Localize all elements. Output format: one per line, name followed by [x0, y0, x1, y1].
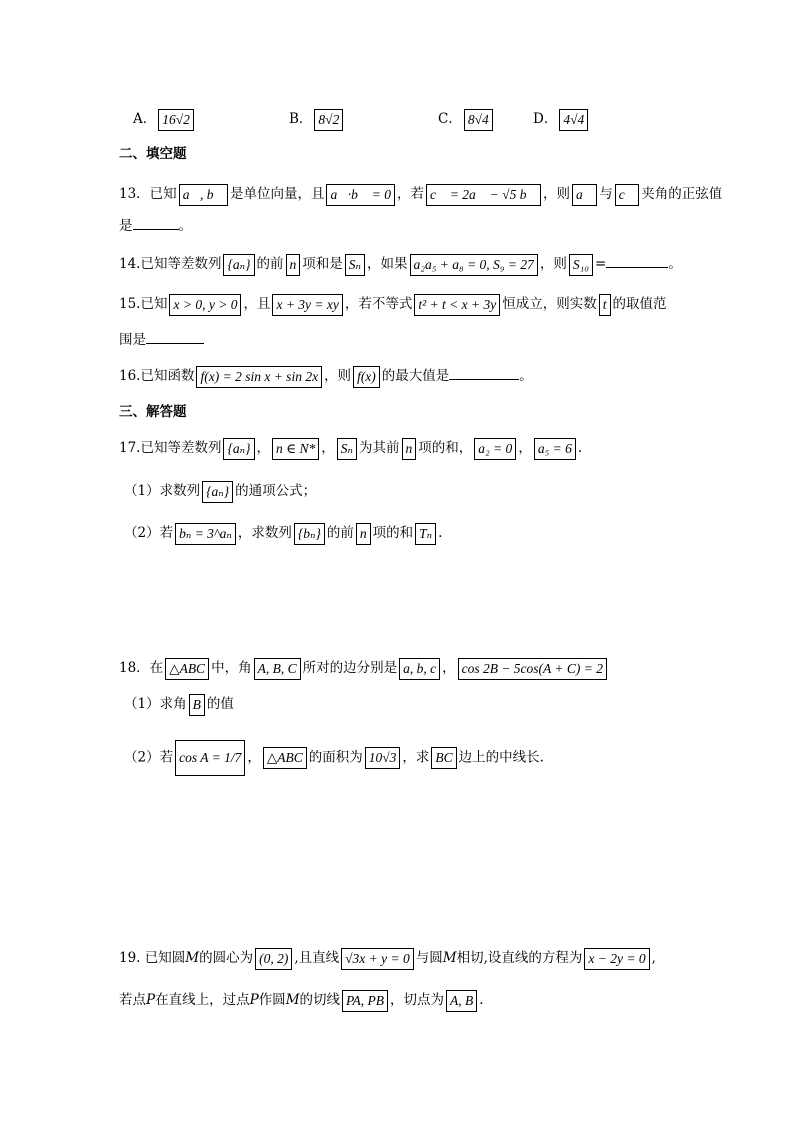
q17-text-2: 为其前 [359, 440, 400, 456]
choice-b-value: 8√2 [314, 109, 343, 131]
q15-formula-1: x > 0, y > 0 [169, 294, 241, 316]
q19-line2-text-4: 的切线 [299, 992, 341, 1008]
question-18 [119, 657, 609, 680]
q14-formula-1: {aₙ} [223, 254, 254, 276]
choice-c-value: 8√4 [464, 109, 493, 131]
q19-formula-5: A, B [446, 990, 477, 1012]
q19-var-p-2: P [249, 992, 259, 1008]
q14-text-2: 的前 [256, 256, 284, 272]
q15-formula-4: t [599, 294, 611, 316]
question-16 [119, 365, 533, 388]
q14-text-3: 项和是 [302, 256, 343, 272]
choice-c [438, 108, 495, 131]
q17-sub1-text-1: （1）求数列 [124, 483, 201, 499]
q18-formula-4: cos 2B − 5cos(A + C) = 2 [458, 658, 607, 680]
q18-sub1-text-2: 的值 [206, 696, 234, 712]
q17-end: . [577, 440, 583, 456]
question-19-line-2 [119, 989, 484, 1012]
q19-line2-text-1: 若点 [119, 992, 146, 1008]
q18-sub2-sep: ， [247, 749, 261, 766]
q16-text-2: ，则 [324, 368, 352, 384]
choice-a-label: A． [133, 111, 157, 127]
q18-sub2-text-1: （2）若 [124, 749, 174, 766]
section-fill-in-heading: 二、填空题 [119, 146, 187, 162]
q15-text-2: ，且 [243, 296, 271, 312]
q17-sub2-text-4: 项的和 [372, 525, 414, 541]
q16-formula-2: f(x) [353, 366, 380, 388]
q19-var-m-3: M [285, 992, 300, 1008]
q13-formula-1: a⃗, b⃗ [179, 184, 228, 206]
q17-formula-1: {aₙ} [223, 438, 254, 460]
q19-end-1: , [651, 950, 656, 966]
q19-text-2: 的圆心为 [199, 950, 254, 966]
q17-sub2-text-1: （2）若 [124, 525, 174, 541]
q19-line2-text-5: ，切点为 [390, 992, 445, 1008]
choice-a-value: 16√2 [158, 109, 194, 131]
choice-d-value: 4√4 [559, 109, 588, 131]
q17-formula-5: a₂ = 0 [474, 438, 516, 460]
q14-formula-4: a₂a₅ + a₈ = 0, S₉ = 27 [410, 254, 538, 276]
q19-text-1: 19. 已知圆 [119, 950, 186, 966]
question-18-part-1 [124, 693, 234, 716]
question-13-line-2 [119, 215, 192, 237]
choice-d-label: D． [533, 111, 558, 127]
q17-text-1: 17.已知等差数列 [119, 440, 222, 456]
q18-formula-3: a, b, c [399, 658, 440, 680]
q17-sub2-text-3: 的前 [326, 525, 354, 541]
q18-sub2-formula-2: △ABC [263, 747, 307, 769]
q17-formula-4: n [402, 438, 417, 460]
q17-sub2-formula-2: {bₙ} [294, 523, 325, 545]
q19-formula-3: x − 2y = 0 [584, 948, 649, 970]
q19-line2-text-3: 作圆 [258, 992, 286, 1008]
q14-text-4: ，如果 [367, 256, 408, 272]
q13-formula-3: c⃗ = 2a⃗ − √5 b⃗ [426, 184, 541, 206]
q17-sub1-text-2: 的通项公式； [235, 483, 317, 499]
q14-formula-5: S₁₀ [569, 254, 593, 276]
q19-var-p-1: P [146, 992, 156, 1008]
question-13 [119, 183, 722, 206]
q19-line2-text-2: 在直线上，过点 [155, 992, 250, 1008]
q17-formula-2: n ∈ N* [272, 438, 319, 460]
q13-line2-text: 是 [119, 218, 133, 234]
q18-sub1-formula-1: B [189, 694, 205, 716]
question-17 [119, 437, 582, 460]
section-solve-heading: 三、解答题 [119, 404, 187, 420]
q17-sep-3: ， [518, 440, 532, 456]
q18-text-2: 中，角 [211, 660, 252, 676]
q14-text-1: 14.已知等差数列 [119, 256, 222, 272]
q14-text-6: = [595, 256, 607, 272]
q18-sub1-text-1: （1）求角 [124, 696, 187, 712]
q16-formula-1: f(x) = 2 sin x + sin 2x [196, 366, 322, 388]
q17-sub1-formula-1: {aₙ} [202, 481, 233, 503]
answer-blank [146, 329, 204, 344]
question-15-line-2 [119, 329, 204, 351]
q13-formula-4: a⃗ [572, 184, 597, 206]
q19-formula-2: √3x + y = 0 [341, 948, 414, 970]
q15-text-4: 恒成立，则实数 [502, 296, 597, 312]
q19-var-m-2: M [442, 950, 457, 966]
q18-text-1: 18．在 [119, 660, 164, 676]
q17-sep-1: ， [256, 440, 271, 456]
q13-text-5: 与 [599, 186, 613, 202]
q18-sub2-text-3: ，求 [402, 749, 430, 766]
q13-formula-2: a⃗·b⃗ = 0 [326, 184, 395, 206]
choice-b [289, 108, 345, 131]
question-17-part-1 [124, 480, 316, 503]
q14-formula-3: Sₙ [345, 254, 365, 276]
q18-sub2-formula-1: cos A = 1/7 [175, 740, 245, 776]
q18-sub2-formula-3: 10√3 [365, 747, 401, 769]
q13-text-1: 13．已知 [119, 186, 177, 202]
q16-text-1: 16.已知函数 [119, 368, 195, 384]
q19-formula-4: PA, PB [342, 990, 388, 1012]
q13-end: 。 [178, 218, 192, 234]
q15-text-5: 的取值范 [612, 296, 667, 312]
q13-text-3: ，若 [396, 186, 424, 202]
q17-sub2-text-2: ，求数列 [237, 525, 292, 541]
q18-text-3: 所对的边分别是 [302, 660, 398, 676]
q19-var-m-1: M [185, 950, 200, 966]
answer-blank [449, 365, 519, 380]
q13-formula-5: c⃗ [615, 184, 640, 206]
q16-end: 。 [519, 368, 533, 384]
q14-end: 。 [668, 256, 682, 272]
q17-sub2-formula-1: bₙ = 3^aₙ [175, 523, 236, 545]
q13-text-6: 夹角的正弦值 [641, 186, 723, 202]
question-17-part-2 [124, 522, 442, 545]
question-14 [119, 253, 682, 276]
q19-formula-1: (0, 2) [255, 948, 292, 970]
question-19 [119, 947, 656, 970]
q17-formula-3: Sₙ [337, 438, 357, 460]
q17-sub2-formula-4: Tₙ [415, 523, 436, 545]
choice-b-label: B． [289, 111, 313, 127]
q19-end-2: . [479, 992, 484, 1008]
q15-formula-3: t² + t < x + 3y [414, 294, 500, 316]
q17-text-3: 项的和， [418, 440, 473, 456]
q15-text-1: 15.已知 [119, 296, 168, 312]
q18-sub2-text-2: 的面积为 [308, 749, 363, 766]
q19-text-3: ,且直线 [294, 950, 340, 966]
q14-text-5: ，则 [539, 256, 567, 272]
q18-sub2-text-4: 边上的中线长. [458, 749, 544, 766]
q18-sub2-formula-4: BC [431, 747, 456, 769]
q18-formula-1: △ABC [165, 658, 209, 680]
choice-d [533, 108, 590, 131]
q18-formula-2: A, B, C [254, 658, 301, 680]
question-18-part-2 [124, 740, 544, 776]
q17-sub2-end: . [438, 525, 443, 541]
question-15 [119, 293, 667, 316]
q19-text-5: 相切,设直线的方程为 [456, 950, 583, 966]
q15-formula-2: x + 3y = xy [272, 294, 342, 316]
q15-line2-text: 围是 [119, 332, 146, 348]
answer-blank [133, 215, 179, 230]
q19-text-4: 与圆 [415, 950, 443, 966]
q13-text-2: 是单位向量，且 [229, 186, 325, 202]
choice-a [133, 108, 196, 131]
q17-formula-6: a₅ = 6 [534, 438, 576, 460]
q17-sub2-formula-3: n [356, 523, 371, 545]
q16-text-3: 的最大值是 [381, 368, 450, 384]
q17-sep-2: ， [321, 440, 335, 456]
choice-c-label: C． [438, 111, 462, 127]
q13-text-4: ，则 [542, 186, 570, 202]
q14-formula-2: n [286, 254, 301, 276]
answer-blank [606, 253, 668, 268]
q15-text-3: ，若不等式 [344, 296, 413, 312]
q18-sep: ， [442, 660, 456, 676]
